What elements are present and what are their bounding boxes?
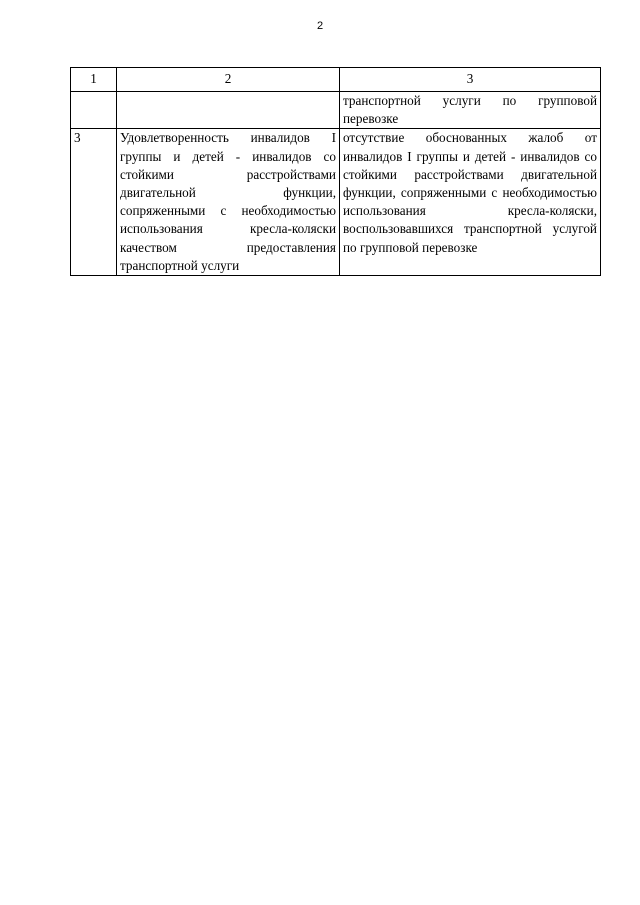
table-cell-indicator: отсутствие обоснованных жалоб от инвалидов I группы и детей - инвалидов со стойкими расстройствами двигательной функции, сопряженными с необходимостью использования кресла-коляски, воспользовавшихся транспортной услугой по групповой перевозке [340,129,601,276]
table-cell-indicator: транспортной услуги по групповой перевозке [340,92,601,129]
table-cell-number: 3 [71,129,117,276]
column-header: 3 [340,68,601,92]
data-table [70,67,601,276]
column-header: 2 [117,68,340,92]
table-cell-number [71,92,117,129]
page-number: 2 [316,20,324,32]
table-header-row [71,68,601,92]
table-cell-criterion [117,92,340,129]
table-row [71,129,601,276]
column-header: 1 [71,68,117,92]
table-row [71,92,601,129]
table-cell-criterion: Удовлетворенность инвалидов I группы и детей - инвалидов со стойкими расстройствами двигательной функции, сопряженными с необходимостью использования кресла-коляски качеством предоставления транспортной услуги [117,129,340,276]
